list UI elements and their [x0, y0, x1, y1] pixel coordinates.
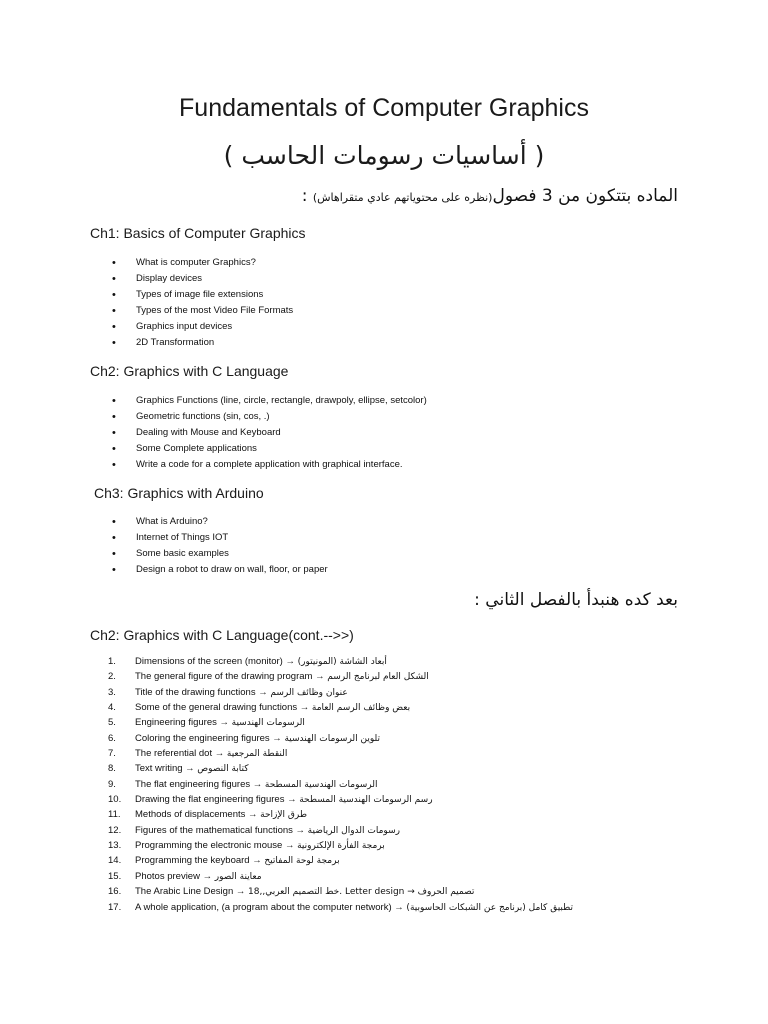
item-arabic: (برنامج عن الشبكات الحاسوبية) تطبيق كامل	[406, 902, 574, 913]
ch2-cont-list	[108, 654, 573, 915]
item-arabic: الشكل العام لبرنامج الرسم	[327, 672, 429, 683]
item-english: Photos preview →	[135, 870, 215, 882]
intro-suffix: :	[301, 186, 313, 206]
ch1-heading: Ch1: Basics of Computer Graphics	[90, 225, 306, 241]
item-number: 13.	[108, 840, 122, 852]
item-arabic: رسومات الدوال الرياضية	[307, 825, 400, 836]
list-item: • Dealing with Mouse and Keyboard	[112, 425, 427, 441]
item-arabic: الرسومات الهندسية	[231, 718, 305, 729]
item-arabic: عنوان وظائف الرسم	[270, 687, 348, 698]
item-english: The Arabic Line Design →	[135, 886, 249, 898]
item-english: The referential dot →	[135, 748, 227, 760]
ch3-heading: Ch3: Graphics with Arduino	[94, 485, 264, 501]
item-arabic: تلوين الرسومات الهندسية	[284, 733, 381, 744]
item-english: Title of the drawing functions →	[135, 686, 271, 698]
item-number: 7.	[108, 748, 116, 760]
list-item	[108, 853, 573, 868]
list-item: • What is Arduino?	[112, 514, 328, 530]
list-item: • Types of image file extensions	[112, 287, 293, 303]
list-item	[108, 715, 573, 730]
intro-main: الماده بتتكون من 3 فصول	[492, 186, 678, 206]
list-item: • Types of the most Video File Formats	[112, 303, 293, 319]
list-item	[108, 807, 573, 822]
list-item	[108, 731, 573, 746]
item-arabic: الرسومات الهندسية المسطحة	[264, 779, 378, 790]
item-arabic: كتابة النصوص	[197, 764, 249, 775]
list-item	[108, 685, 573, 700]
ch2-cont-heading: Ch2: Graphics with C Language(cont.-->>)	[90, 627, 354, 643]
list-item: • Display devices	[112, 271, 293, 287]
list-item	[108, 869, 573, 884]
item-english: Engineering figures →	[135, 717, 232, 729]
item-english: The flat engineering figures →	[135, 778, 265, 790]
item-number: 4.	[108, 702, 116, 714]
item-number: 16.	[108, 886, 122, 898]
item-number: 8.	[108, 763, 116, 775]
list-item: • Design a robot to draw on wall, floor, or paper	[112, 562, 328, 578]
item-arabic: رسم الرسومات الهندسية المسطحة	[299, 795, 433, 806]
list-item	[108, 761, 573, 776]
ch2-list	[112, 393, 427, 473]
list-item	[108, 746, 573, 761]
item-english: Programming the keyboard →	[135, 855, 265, 867]
item-arabic: معاينة الصور	[214, 871, 262, 882]
page-subtitle: ( أساسيات رسومات الحاسب )	[223, 141, 545, 170]
list-item: • Some basic examples	[112, 546, 328, 562]
item-english: Programming the electronic mouse →	[135, 840, 298, 852]
list-item: • 2D Transformation	[112, 335, 293, 351]
item-number: 9.	[108, 778, 116, 790]
item-arabic: خط التصميم العربي,,18. Letter design → تصميم الحروف	[248, 887, 475, 898]
item-english: Some of the general drawing functions →	[135, 702, 312, 714]
list-item	[108, 700, 573, 715]
list-item	[108, 792, 573, 807]
item-arabic: أبعاد الشاشة (المونيتور)	[297, 657, 387, 667]
list-item	[108, 823, 573, 838]
next-chapter-line: بعد كده هنبدأ بالفصل الثاني :	[474, 590, 678, 610]
list-item: • Internet of Things IOT	[112, 530, 328, 546]
list-item	[108, 838, 573, 853]
item-number: 3.	[108, 686, 116, 698]
ch1-list	[112, 255, 293, 351]
list-item	[108, 654, 573, 669]
item-number: 14.	[108, 855, 122, 867]
ch2-heading: Ch2: Graphics with C Language	[90, 363, 289, 379]
page-title: Fundamentals of Computer Graphics	[179, 94, 589, 122]
list-item	[108, 900, 573, 915]
intro-note: (نظره على محتوياتهم عادي متقراهاش)	[312, 191, 493, 204]
item-english: Methods of displacements →	[135, 809, 261, 821]
item-english: Text writing →	[135, 763, 198, 775]
item-number: 15.	[108, 870, 122, 882]
list-item	[108, 669, 573, 684]
item-english: The general figure of the drawing program →	[135, 671, 328, 683]
list-item: • Geometric functions (sin, cos, .)	[112, 409, 427, 425]
item-arabic: برمجة لوحة المفاتيح	[264, 856, 340, 867]
list-item: • Graphics input devices	[112, 319, 293, 335]
item-number: 17.	[108, 901, 122, 913]
list-item: • Some Complete applications	[112, 441, 427, 457]
item-arabic: برمجة الفأرة الإلكترونية	[297, 841, 385, 852]
item-number: 11.	[108, 809, 121, 821]
item-number: 5.	[108, 717, 116, 729]
list-item	[108, 884, 573, 899]
item-english: Figures of the mathematical functions →	[135, 824, 308, 836]
list-item	[108, 777, 573, 792]
item-english: A whole application, (a program about the computer network) →	[135, 901, 407, 913]
item-english: Coloring the engineering figures →	[135, 732, 285, 744]
item-number: 6.	[108, 732, 116, 744]
item-number: 1.	[108, 656, 116, 667]
item-arabic: النقطة المرجعية	[226, 749, 288, 760]
list-item: • Graphics Functions (line, circle, rectangle, drawpoly, ellipse, setcolor)	[112, 393, 427, 409]
item-number: 10.	[108, 794, 122, 806]
list-item: • Write a code for a complete application with graphical interface.	[112, 457, 427, 473]
item-number: 2.	[108, 671, 116, 683]
item-arabic: بعض وظائف الرسم العامة	[311, 703, 411, 714]
ch3-list	[112, 514, 328, 578]
item-number: 12.	[108, 824, 122, 836]
item-english: Drawing the flat engineering figures →	[135, 794, 300, 806]
item-english: Dimensions of the screen (monitor) →	[135, 656, 298, 667]
intro-line	[302, 186, 678, 206]
list-item: • What is computer Graphics?	[112, 255, 293, 271]
item-arabic: طرق الإزاحة	[260, 810, 307, 821]
